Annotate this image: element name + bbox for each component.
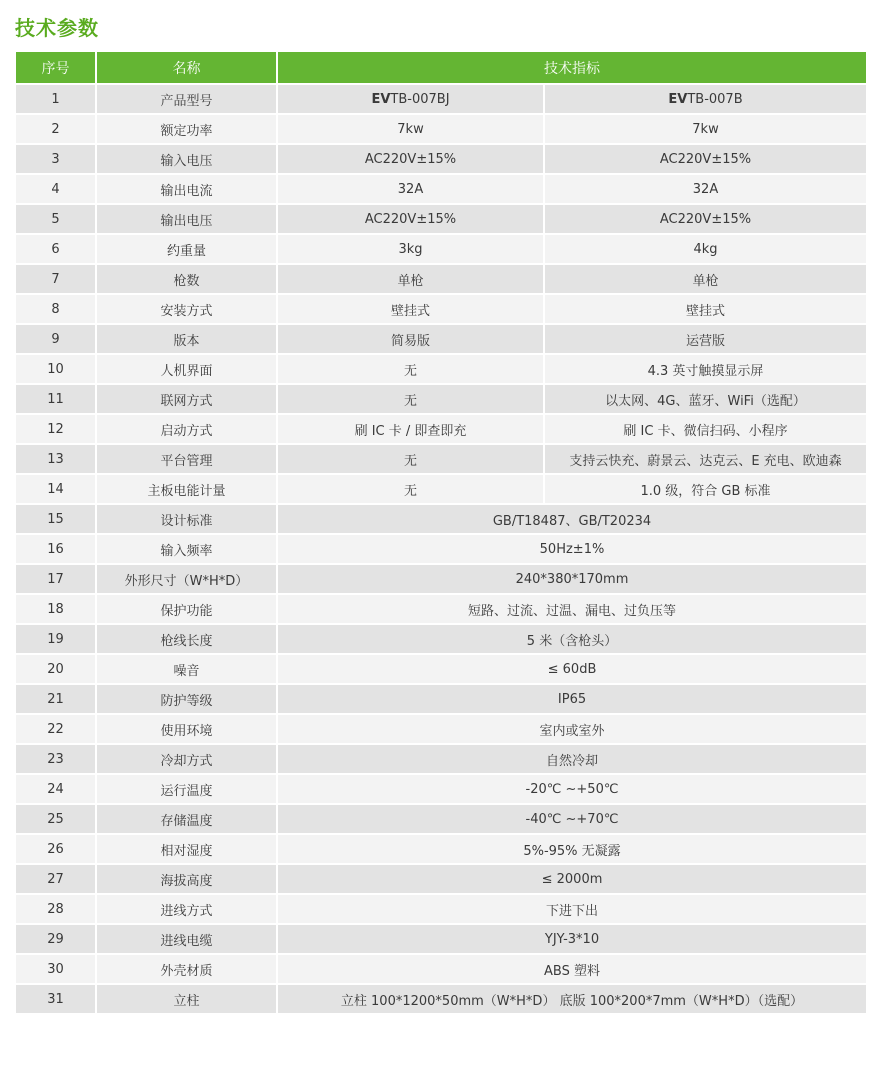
table-header-row	[15, 51, 867, 84]
row-name: 输出电压	[96, 204, 277, 234]
row-value-b: 4.3 英寸触摸显示屏	[544, 354, 867, 384]
row-value: ≤ 2000m	[277, 864, 867, 894]
table-row	[15, 534, 867, 564]
row-value-b: 单枪	[544, 264, 867, 294]
row-value: 240*380*170mm	[277, 564, 867, 594]
row-value-a: 单枪	[277, 264, 544, 294]
table-row	[15, 744, 867, 774]
table-row	[15, 264, 867, 294]
row-name: 进线电缆	[96, 924, 277, 954]
row-name: 输入频率	[96, 534, 277, 564]
row-number: 9	[15, 324, 96, 354]
row-number: 12	[15, 414, 96, 444]
row-number: 22	[15, 714, 96, 744]
row-value: 50Hz±1%	[277, 534, 867, 564]
table-row	[15, 474, 867, 504]
row-value: 短路、过流、过温、漏电、过负压等	[277, 594, 867, 624]
table-row	[15, 384, 867, 414]
row-number: 24	[15, 774, 96, 804]
row-value-b: 1.0 级，符合 GB 标准	[544, 474, 867, 504]
table-row	[15, 624, 867, 654]
row-number: 23	[15, 744, 96, 774]
row-number: 28	[15, 894, 96, 924]
row-value-a	[277, 84, 544, 114]
row-value-a: 无	[277, 354, 544, 384]
spec-table	[14, 50, 868, 1015]
row-value-b: 7kw	[544, 114, 867, 144]
table-row	[15, 84, 867, 114]
table-row	[15, 234, 867, 264]
row-number: 26	[15, 834, 96, 864]
table-row	[15, 414, 867, 444]
row-name: 平台管理	[96, 444, 277, 474]
row-name: 噪音	[96, 654, 277, 684]
table-row	[15, 774, 867, 804]
row-name: 枪数	[96, 264, 277, 294]
row-value: IP65	[277, 684, 867, 714]
row-number: 30	[15, 954, 96, 984]
row-name: 海拔高度	[96, 864, 277, 894]
row-name: 约重量	[96, 234, 277, 264]
row-value-b: 支持云快充、蔚景云、达克云、E 充电、欧迪森	[544, 444, 867, 474]
model-code: TB-007B	[687, 91, 743, 107]
table-row	[15, 804, 867, 834]
row-name: 相对湿度	[96, 834, 277, 864]
row-value: -20℃ ~+50℃	[277, 774, 867, 804]
model-prefix: EV	[371, 91, 391, 107]
row-name: 主板电能计量	[96, 474, 277, 504]
row-number: 18	[15, 594, 96, 624]
row-name: 使用环境	[96, 714, 277, 744]
table-row	[15, 714, 867, 744]
table-row	[15, 654, 867, 684]
row-value: 下进下出	[277, 894, 867, 924]
table-row	[15, 174, 867, 204]
row-name: 保护功能	[96, 594, 277, 624]
row-value-b: 刷 IC 卡、微信扫码、小程序	[544, 414, 867, 444]
row-value-b: AC220V±15%	[544, 204, 867, 234]
table-row	[15, 594, 867, 624]
row-value: 5%-95% 无凝露	[277, 834, 867, 864]
row-number: 17	[15, 564, 96, 594]
table-row	[15, 324, 867, 354]
row-number: 8	[15, 294, 96, 324]
table-row	[15, 864, 867, 894]
row-name: 枪线长度	[96, 624, 277, 654]
row-number: 19	[15, 624, 96, 654]
row-value: ABS 塑料	[277, 954, 867, 984]
row-value-b: 运营版	[544, 324, 867, 354]
row-value-b: 壁挂式	[544, 294, 867, 324]
row-name: 输入电压	[96, 144, 277, 174]
row-name: 进线方式	[96, 894, 277, 924]
table-row	[15, 504, 867, 534]
row-name: 安装方式	[96, 294, 277, 324]
row-value-a: AC220V±15%	[277, 204, 544, 234]
table-body	[15, 84, 867, 1014]
row-value: GB/T18487、GB/T20234	[277, 504, 867, 534]
row-value-a: 7kw	[277, 114, 544, 144]
table-row	[15, 954, 867, 984]
row-value: 自然冷却	[277, 744, 867, 774]
row-name: 启动方式	[96, 414, 277, 444]
table-row	[15, 294, 867, 324]
table-row	[15, 564, 867, 594]
row-value-b: 4kg	[544, 234, 867, 264]
row-number: 7	[15, 264, 96, 294]
table-row	[15, 354, 867, 384]
row-value: YJY-3*10	[277, 924, 867, 954]
table-row	[15, 984, 867, 1014]
model-code: TB-007BJ	[390, 91, 450, 107]
model-prefix: EV	[668, 91, 688, 107]
row-number: 20	[15, 654, 96, 684]
row-name: 外壳材质	[96, 954, 277, 984]
row-value: 室内或室外	[277, 714, 867, 744]
row-value-a: 壁挂式	[277, 294, 544, 324]
row-name: 存储温度	[96, 804, 277, 834]
row-value-a: 无	[277, 444, 544, 474]
row-number: 27	[15, 864, 96, 894]
row-number: 11	[15, 384, 96, 414]
row-name: 联网方式	[96, 384, 277, 414]
header-spec: 技术指标	[277, 51, 867, 84]
row-value-a: 刷 IC 卡 / 即查即充	[277, 414, 544, 444]
table-row	[15, 144, 867, 174]
page-title: 技术参数	[15, 16, 99, 40]
row-number: 10	[15, 354, 96, 384]
table-row	[15, 114, 867, 144]
row-value-b: AC220V±15%	[544, 144, 867, 174]
row-value-a: 简易版	[277, 324, 544, 354]
row-value: 5 米（含枪头）	[277, 624, 867, 654]
row-name: 额定功率	[96, 114, 277, 144]
row-number: 15	[15, 504, 96, 534]
row-value-a: AC220V±15%	[277, 144, 544, 174]
row-name: 防护等级	[96, 684, 277, 714]
row-value: -40℃ ~+70℃	[277, 804, 867, 834]
row-value-a: 32A	[277, 174, 544, 204]
table-row	[15, 834, 867, 864]
table-row	[15, 924, 867, 954]
table-row	[15, 444, 867, 474]
row-number: 1	[15, 84, 96, 114]
table-row	[15, 204, 867, 234]
header-name: 名称	[96, 51, 277, 84]
row-number: 2	[15, 114, 96, 144]
header-seq: 序号	[15, 51, 96, 84]
row-number: 3	[15, 144, 96, 174]
row-number: 31	[15, 984, 96, 1014]
row-number: 14	[15, 474, 96, 504]
row-number: 16	[15, 534, 96, 564]
row-value: 立柱 100*1200*50mm（W*H*D） 底版 100*200*7mm（W*H*D）（选配）	[277, 984, 867, 1014]
row-number: 21	[15, 684, 96, 714]
row-number: 5	[15, 204, 96, 234]
row-name: 运行温度	[96, 774, 277, 804]
row-value-b: 以太网、4G、蓝牙、WiFi（选配）	[544, 384, 867, 414]
row-name: 产品型号	[96, 84, 277, 114]
row-number: 6	[15, 234, 96, 264]
row-value-b: 32A	[544, 174, 867, 204]
table-row	[15, 684, 867, 714]
row-name: 版本	[96, 324, 277, 354]
row-value-a: 无	[277, 384, 544, 414]
table-row	[15, 894, 867, 924]
row-value-a: 无	[277, 474, 544, 504]
row-name: 人机界面	[96, 354, 277, 384]
row-name: 设计标准	[96, 504, 277, 534]
row-name: 外形尺寸（W*H*D）	[96, 564, 277, 594]
row-value-a: 3kg	[277, 234, 544, 264]
row-number: 4	[15, 174, 96, 204]
row-value: ≤ 60dB	[277, 654, 867, 684]
row-value-b	[544, 84, 867, 114]
row-name: 输出电流	[96, 174, 277, 204]
row-number: 25	[15, 804, 96, 834]
row-name: 冷却方式	[96, 744, 277, 774]
row-name: 立柱	[96, 984, 277, 1014]
row-number: 13	[15, 444, 96, 474]
row-number: 29	[15, 924, 96, 954]
